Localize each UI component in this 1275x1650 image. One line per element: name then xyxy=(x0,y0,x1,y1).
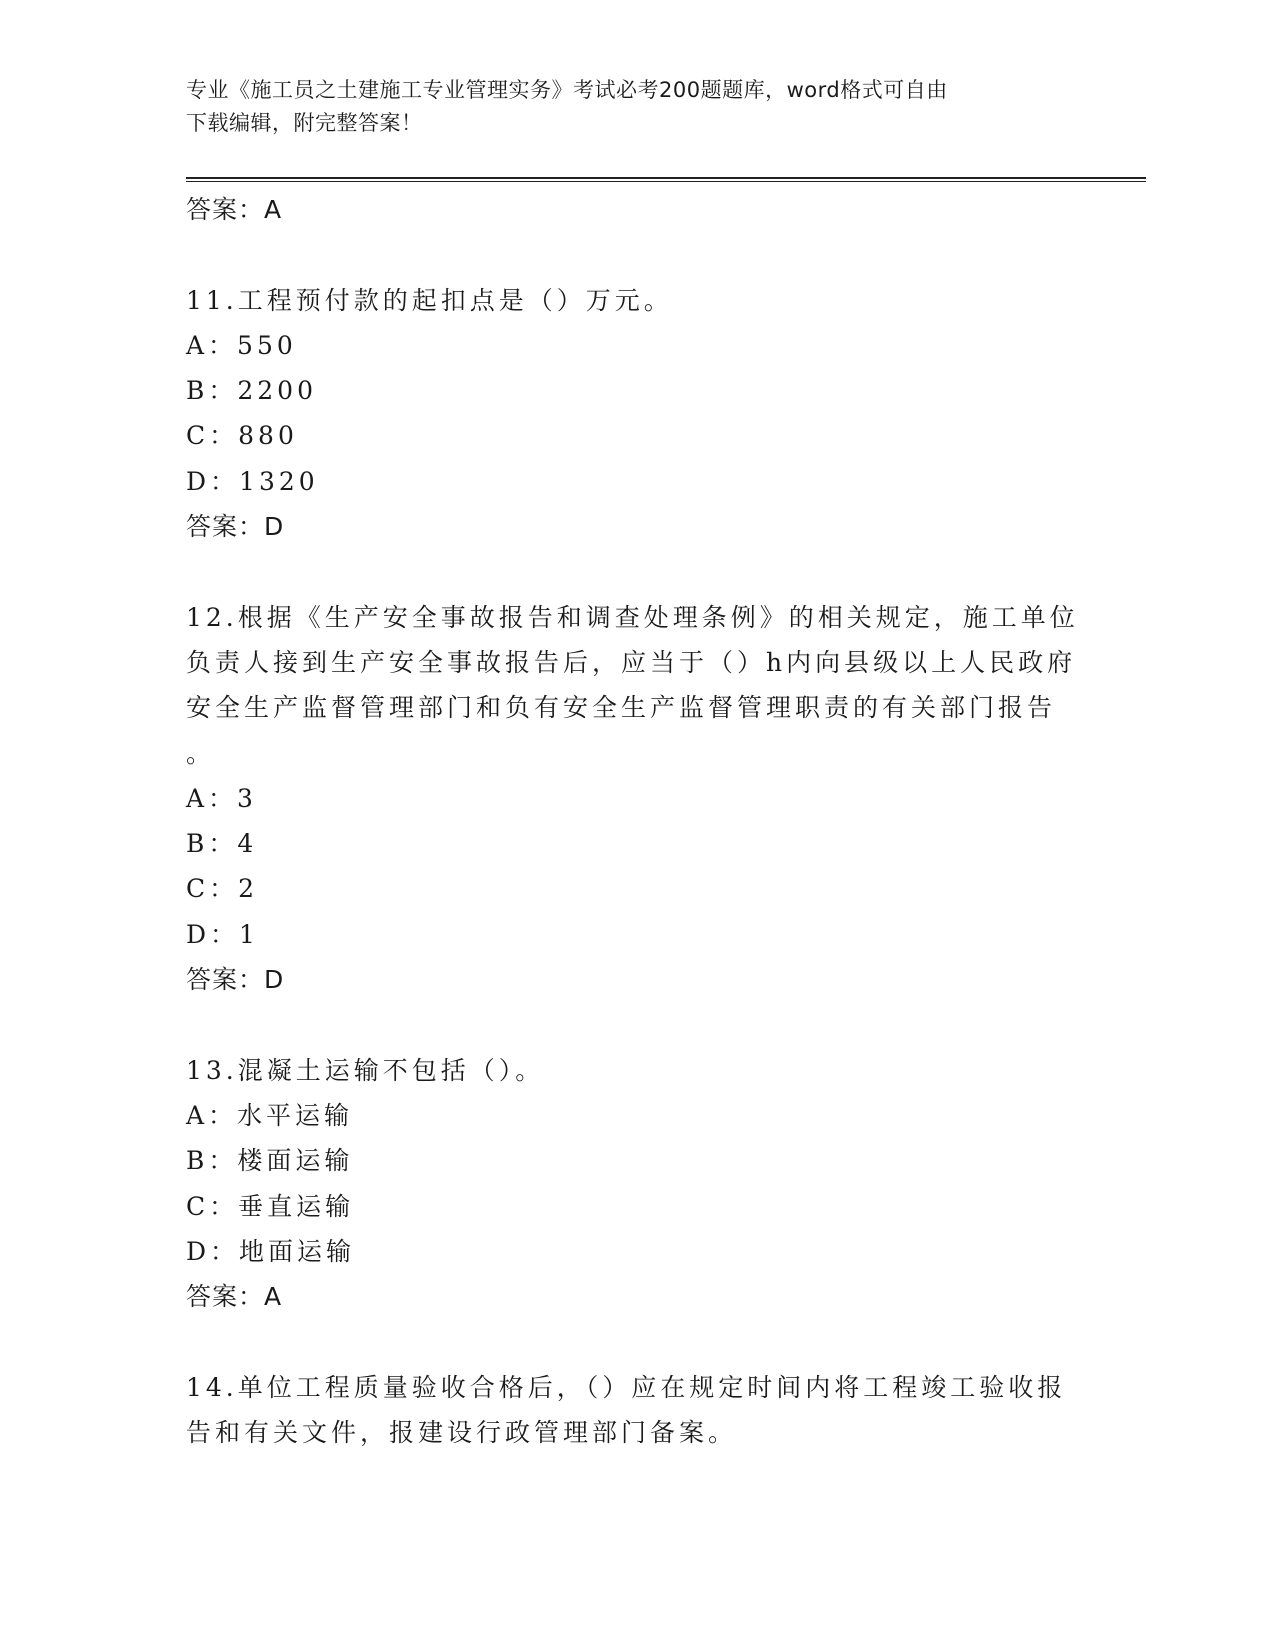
option-a: A：550 xyxy=(186,330,297,360)
question-stem: 13.混凝土运输不包括（）。 xyxy=(186,1055,545,1085)
answer: 答案：A xyxy=(186,1282,283,1312)
question-stem-line-1: 12.根据《生产安全事故报告和调查处理条例》的相关规定，施工单位 xyxy=(186,602,1079,632)
option-a: A：3 xyxy=(186,783,257,813)
option-d: D：地面运输 xyxy=(186,1236,356,1266)
question-list xyxy=(186,187,1146,1455)
header-divider xyxy=(186,177,1146,182)
question-stem-line-4: 。 xyxy=(186,738,216,768)
spacer xyxy=(186,1319,1146,1364)
header-line-2: 下载编辑，附完整答案！ xyxy=(186,111,423,135)
option-c: C：垂直运输 xyxy=(186,1191,355,1221)
option-a: A：水平运输 xyxy=(186,1100,354,1130)
question-stem-line-3: 安全生产监督管理部门和负有安全生产监督管理职责的有关部门报告 xyxy=(186,693,1057,723)
option-c: C：880 xyxy=(186,421,298,451)
question-12 xyxy=(186,595,1146,1003)
question-11 xyxy=(186,278,1146,550)
answer: 答案：D xyxy=(186,512,285,542)
question-stem-line-1: 14.单位工程质量验收合格后，（）应在规定时间内将工程竣工验收报 xyxy=(186,1372,1067,1402)
spacer xyxy=(186,232,1146,277)
option-b: B：4 xyxy=(186,829,258,859)
spacer xyxy=(186,1002,1146,1047)
option-d: D：1 xyxy=(186,919,259,949)
question-stem-line-2: 负责人接到生产安全事故报告后，应当于（）h内向县级以上人民政府 xyxy=(186,647,1077,677)
question-stem: 11.工程预付款的起扣点是（）万元。 xyxy=(186,285,673,315)
spacer xyxy=(186,549,1146,594)
option-b: B：2200 xyxy=(186,376,317,406)
header-line-1: 专业《施工员之土建施工专业管理实务》考试必考200题题库，word格式可自由 xyxy=(186,78,948,102)
option-c: C：2 xyxy=(186,874,259,904)
question-13 xyxy=(186,1048,1146,1320)
page-header xyxy=(186,74,1086,140)
previous-answer: 答案：A xyxy=(186,195,283,224)
question-14 xyxy=(186,1365,1146,1456)
option-d: D：1320 xyxy=(186,466,319,496)
question-stem-line-2: 告和有关文件，报建设行政管理部门备案。 xyxy=(186,1418,738,1448)
option-b: B：楼面运输 xyxy=(186,1146,354,1176)
answer: 答案：D xyxy=(186,965,285,995)
